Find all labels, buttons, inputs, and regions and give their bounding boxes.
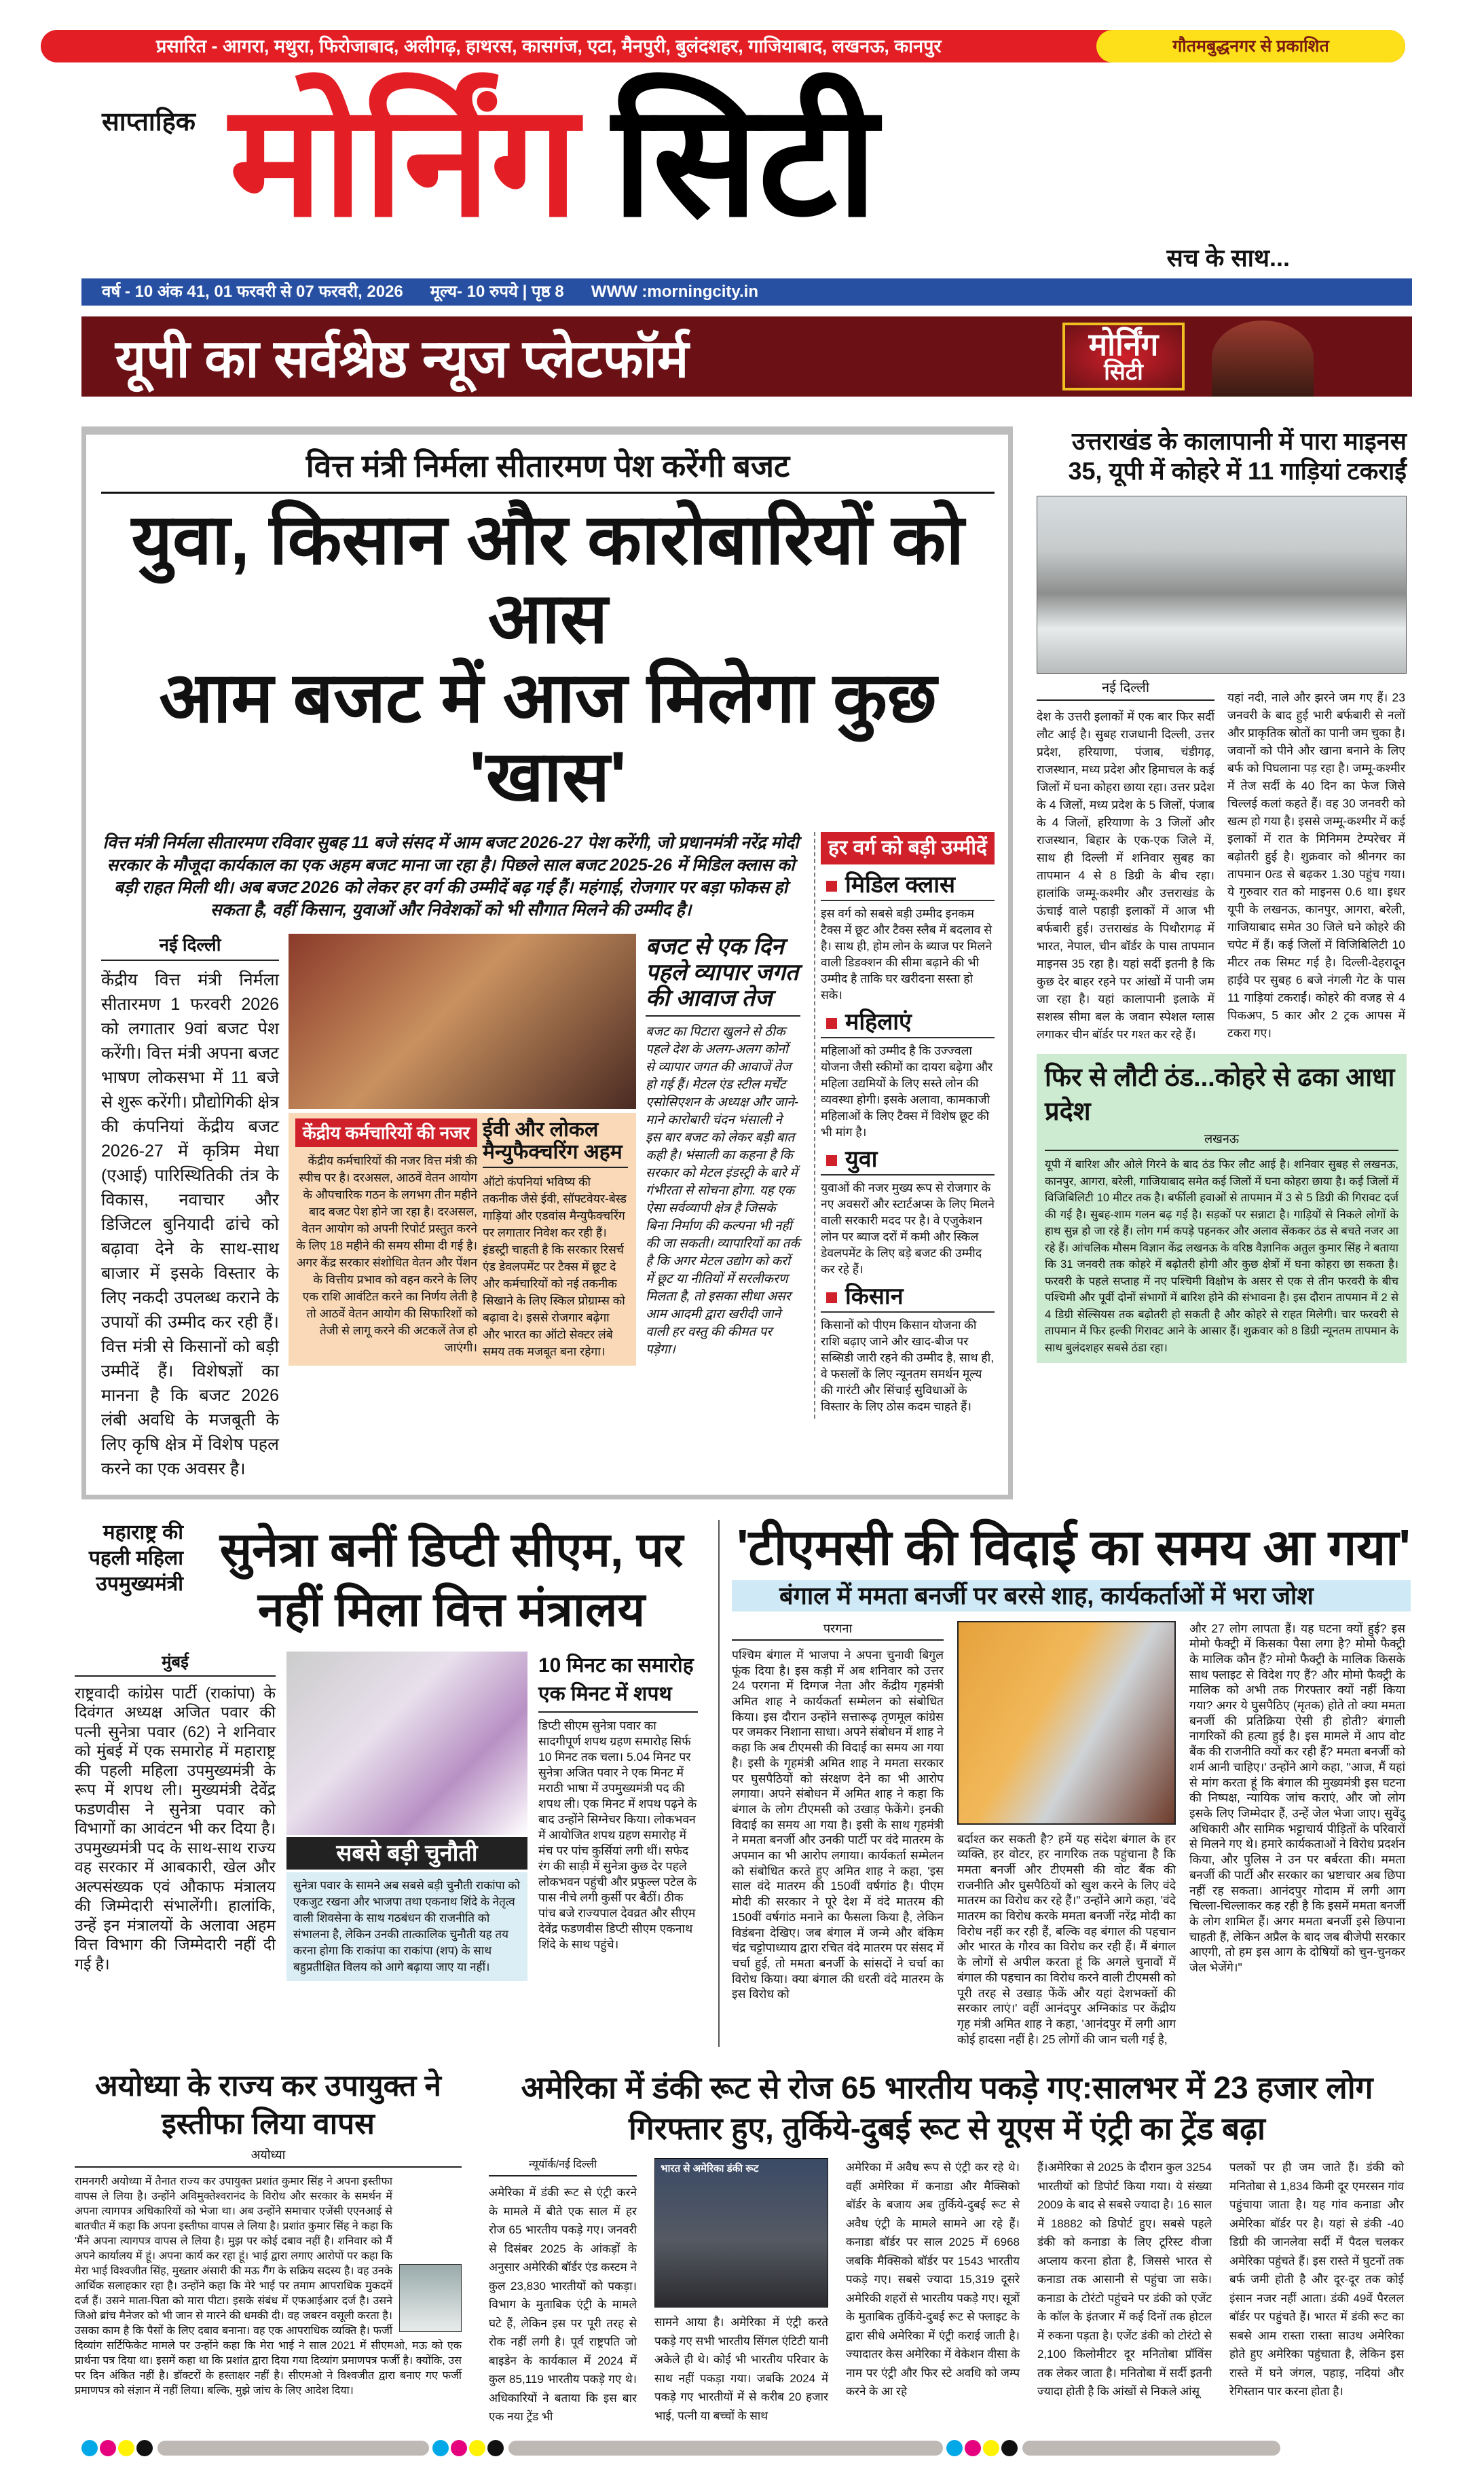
sunetra-header [75,1520,706,1639]
masthead-logo-red: मोर्निंग [229,73,578,248]
weather-left [1037,679,1214,1043]
black-dot-icon [487,2440,504,2456]
ayodhya-story [75,2067,462,2398]
cold-wave-dateline: लखनऊ [1045,1131,1398,1151]
snow-photo [1037,496,1407,674]
weather-columns [1037,679,1407,1043]
business-heading: बजट से एक दिन पहले व्यापार जगत की आवाज तेज [646,934,800,1017]
challenge-body: सुनेत्रा पवार के सामने अब सबसे बड़ी चुनौती राकांपा को एकजुट रखना और भाजपा तथा एकनाथ शिंदे के नेतृत्व वाली शिवसेना के साथ गठबंधन की राजनीति को संभालना है, लेकिन उनकी तात्कालिक चुनौती यह तय करना होगा कि राकांपा का राकांपा (शप) के साथ बहुप्रतीक्षित विलय को आगे बढ़ाया जाए या नहीं। [286,1872,527,1981]
america-col-3: अमेरिका में अवैध रूप से एंट्री कर रहे थे। वहीं अमेरिका में कनाडा और मैक्सिको बॉर्डर के बजाय अब तुर्किये-दुबई रूट से अवैध एंट्री के मामले सामने आ रहे हैं। कनाडा बॉर्डर पर साल 2025 में 6968 जबकि मैक्सिको बॉर्डर पर 1543 भारतीय पकड़े गए। सबसे ज्यादा 15,319 दूसरे अमेरिकी शहरों से भारतीय पकड़े गए। सूत्रों के मुताबिक तुर्किये-दुबई रूट से फ्लाइट के द्वारा सीधे अमेरिका में एंट्री कराई जाती है। ज्यादातर केस अमेरिका में वेकेशन वीसा के नाम पर एंट्री और फिर स्टे अवधि को जम्प करने के आ रहे [846,2161,1020,2399]
sunetra-photo [286,1652,527,1835]
promo-logo-line2: सिटी [1104,359,1143,386]
middle-stories-band [75,1520,1484,2047]
promo-logo-line1: मोर्निंग [1088,327,1159,362]
weather-column [1037,426,1407,1363]
sunetra-tag: महाराष्ट्र की पहली महिला उपमुख्यमंत्री [88,1520,183,1595]
promo-logo [1062,323,1185,390]
america-story [475,2067,1419,2426]
sunetra-body: राष्ट्रवादी कांग्रेस पार्टी (राकांपा) के दिवंगत अध्यक्ष अजित पवार की पत्नी सुनेत्रा पवार (62) ने शनिवार को मुंबई में एक समारोह में महाराष्ट्र की पहली महिला उपमुख्यमंत्री के रूप में शपथ ली। मुख्यमंत्री देवेंद्र फडणवीस ने सुनेत्रा पवार को विभागों का आवंटन भी कर दिया है। उपमुख्यमंत्री पद के साथ-साथ राज्य वह सरकार में आबकारी, खेल और अल्पसंख्यक एवं औकाफ मंत्रालय की जिम्मेदारी संभालेंगी। हालांकि, उन्हें इन मंत्रालयों के अलावा अहम वित्त विभाग की जिम्मेदारी नहीं दी गई है। [75,1683,276,1973]
america-image-column [654,2158,828,2425]
promo-banner [81,316,1412,397]
section-title: मिडिल क्लास [821,870,995,901]
section-body: किसानों को पीएम किसान योजना की राशि बढ़ाए जाने और खाद-बीज पर सब्सिडी जारी रहने की उम्मीद है, साथ ही, वे फसलों के लिए न्यूनतम समर्थन मूल्य की गारंटी और सिंचाई सुविधाओं के विस्तार के लिए ठोस कदम चाहते हैं। [821,1317,995,1413]
website-link[interactable]: WWW :morningcity.in [591,283,758,301]
cyan-dot-icon [946,2440,963,2456]
section-women [821,1007,995,1144]
budget-team-photo [289,934,636,1109]
lead-story-box [81,426,1013,1499]
sunetra-headline: सुनेत्रा बनीं डिप्टी सीएम, पर नहीं मिला वित्त मंत्रालय [219,1523,684,1636]
divider-rail [1022,2441,1280,2456]
lead-dateline: नई दिल्ली [101,934,279,961]
cold-wave-headline: फिर से लौटी ठंड...कोहरे से ढका आधा प्रदेश [1045,1063,1395,1126]
issue-info: वर्ष - 10 अंक 41, 01 फरवरी से 07 फरवरी, 2026 [102,283,403,301]
challenge-heading: सबसे बड़ी चुनौती [286,1837,527,1870]
yellow-dot-icon [983,2440,999,2456]
sunetra-middle-column [286,1652,527,1981]
black-dot-icon [1001,2440,1018,2456]
black-dot-icon [136,2440,153,2456]
sunetra-right-column [538,1652,698,1952]
masthead [102,73,1484,248]
lead-headline-1: युवा, किसान और कारोबारियों को आस [131,500,965,659]
donkey-route-image [654,2158,828,2308]
tmc-subheadline: बंगाल में ममता बनर्जी पर बरसे शाह, कार्यकर्ताओं में भरा जोश [732,1580,1411,1611]
tmc-dateline: परगना [732,1621,944,1641]
distribution-text: प्रसारित - आगरा, मथुरा, फिरोजाबाद, अलीगढ़, हाथरस, कासगंज, एटा, मैनपुरी, बुलंदशहर, गाजियाबाद, लखनऊ, कानपुर [156,36,942,56]
section-body: युवाओं की नजर मुख्य रूप से रोजगार के नए अवसरों और स्टार्टअप्स के लिए मिलने वाली सरकारी मदद पर है। वे एजुकेशन लोन पर ब्याज दरों में कमी और स्किल डेवलपमेंट के लिए बड़े बजट की उम्मीद कर रहे हैं। [821,1180,995,1276]
sunetra-columns [75,1652,706,1981]
divider-rail [157,2441,429,2456]
ev-body: ऑटो कंपनियां भविष्य की तकनीक जैसे ईवी, सॉफ्टवेयर-बेस्ड गाड़ियां और एडवांस मैन्युफैक्चरिंग पर लगातार निवेश कर रही हैं। इंडस्ट्री चाहती है कि सरकार रिसर्च एंड डेवलपमेंट पर टैक्स में छूट दे और कर्मचारियों को नई तकनीक सिखाने के लिए स्किल प्रोग्राम्स को बढ़ावा दे। इससे रोजगार बढ़ेगा और भारत का ऑटो सेक्टर लंबे समय तक मजबूत बना रहेगा। [483,1175,627,1359]
section-farmers [821,1281,995,1419]
tmc-columns [732,1621,1411,2047]
cyan-dot-icon [81,2440,98,2456]
top-stories-band [81,426,1484,1499]
yellow-dot-icon [469,2440,485,2456]
sunetra-story [75,1520,706,2047]
issue-bar [81,278,1412,306]
promo-text: यूपी का सर्वश्रेष्ठ न्यूज प्लेटफॉर्म [115,329,689,388]
expectations-list [814,832,995,1419]
bottom-stories-band [75,2067,1484,2426]
peach-box [289,1113,636,1366]
lead-right-column [646,934,800,1359]
weather-headline: उत्तराखंड के कालापानी में पारा माइनस 35, यूपी में कोहरे में 11 गाड़ियां टकराईं [1068,427,1407,485]
tmc-col-2: बर्दाश्त कर सकती है? हमें यह संदेश बंगाल के हर व्यक्ति, हर वोटर, हर नागरिक तक पहुंचाना है कि ममता बनर्जी और टीएमसी की वोट बैंक की राजनीति और घुसपैठियों को खुश करने के लिए वंदे मातरम का विरोध कर रहे हैं।" उन्होंने आगे कहा, 'वंदे मातरम का विरोध करके ममता बनर्जी नरेंद्र मोदी का विरोध नहीं कर रही हैं, बल्कि वह बंगाल की पहचान और भारत के गौरव का विरोध कर रही हैं। मैं बंगाल के लोगों से अपील करता हूं कि अगले चुनावों में बंगाल की पहचान का विरोध करने वाली टीएमसी को पूरी तरह से उखाड़ फेंकें और यहां देशभक्तों की सरकार लाएं।' वहीं आनंदपुर अग्निकांड पर केंद्रीय गृह मंत्री अमित शाह ने कहा, 'आनंदपुर में लगी आग कोई हादसा नहीं है। 25 लोगों की जान चली गई है, [957,1832,1176,2046]
lead-columns [101,934,800,1481]
lead-headline-2: आम बजट में आज मिलेगा कुछ 'खास' [159,658,937,817]
lead-left-column [101,934,279,1481]
divider-rail [508,2441,943,2456]
sunetra-left-column [75,1652,276,1974]
america-col-4: हैं।अमेरिका से 2025 के दौरान कुल 3254 भारतीयों को डिपोर्ट किया गया। ये संख्या 2009 के बाद से सबसे ज्यादा है। 16 साल में 18882 को डिपोर्ट हुए। सबसे पहले डंकी को कनाडा के लिए टूरिस्ट वीजा अप्लाय करना होता है, जिससे भारत से कनाडा तक आसानी से पहुंचा जा सके। कनाडा के टोरंटो पहुंचने पर डंकी को एजेंट के कॉल के इंतजार में कई दिनों तक होटल में रुकना पड़ता है। एजेंट डंकी को टोरंटो से 2,100 किलोमीटर दूर मनितोबा प्रॉविंस तक लेकर जाता है। मनितोबा में सर्दी इतनी ज्यादा होती है कि आंखों से निकले आंसू [1037,2161,1212,2399]
tmc-middle-column [957,1621,1176,2047]
price-info: मूल्य- 10 रुपये | पृष्ठ 8 [430,283,564,301]
tmc-col-1: पश्चिम बंगाल में भाजपा ने अपना चुनावी बिगुल फूंक दिया है। इस कड़ी में अब शनिवार को उत्तर 24 परगना में दिग्गज नेता और केंद्रीय गृहमंत्री अमित शाह ने कार्यकर्ता सम्मेलन को संबोधित किया। इस दौरान उन्होंने सत्तारूढ़ तृणमूल कांग्रेस पर जमकर निशाना साधा। अपने संबोधन में शाह ने कहा कि अब टीएमसी की विदाई का समय आ गया है। इसी के गृहमंत्री अमित शाह ने ममता सरकार पर घुसपैठियों को संरक्षण देने का भी आरोप लगाया। अपने संबोधन में अमित शाह ने कहा कि बंगाल के लोग टीएमसी को उखाड़ फेकेंगे। इनकी विदाई का समय आ गया है। इसी के साथ गृहमंत्री ने ममता बनर्जी और उनकी पार्टी पर वंदे मातरम के अपमान का भी आरोप लगाया। कार्यकर्ता सम्मेलन को संबोधित करते हुए अमित शाह ने कहा, 'इस साल वंदे मातरम की 150वीं वर्षगांठ है। पीएम मोदी की सरकार ने पूरे देश में वंदे मातरम की 150वीं वर्षगांठ मनाने का फैसला किया है, लेकिन विडंबना देखिए। जब बंगाल में जन्मे और बंकिम चंद्र चट्टोपाध्याय द्वारा रचित वंदे मातरम पर संसद में चर्चा हुई, तो ममता बनर्जी के सांसदों ने चर्चा का विरोध किया। क्या बंगाल की धरती वंदे मातरम के इस विरोध को [732,1647,944,2001]
magenta-dot-icon [965,2440,981,2456]
ceremony-body: डिप्टी सीएम सुनेत्रा पवार का सादगीपूर्ण शपथ ग्रहण समारोह सिर्फ 10 मिनट तक चला। 5.04 मिनट पर सुनेत्रा अजित पवार ने एक मिनट में मराठी भाषा में उपमुख्यमंत्री पद की शपथ ली। एक मिनट में शपथ पढ़ने के बाद उन्होंने सिग्नेचर किया। लोकभवन में आयोजित शपथ ग्रहण समारोह में मंच पर पांच कुर्सियां लगी थीं। सफेद रंग की साड़ी में सुनेत्रा कुछ देर पहले लोकभवन पहुंची और प्रफुल्ल पटेल के पास नीचे लगी कुर्सी पर बैठीं। ठीक पांच बजे राज्यपाल देवव्रत और सीएम देवेंद्र फडणवीस डिप्टी सीएम एकनाथ शिंदे के साथ पहुंचे। [538,1718,697,1951]
lead-intro: वित्त मंत्री निर्मला सीतारमण रविवार सुबह 11 बजे संसद में आम बजट 2026-27 पेश करेंगी, जो प्रधानमंत्री नरेंद्र मोदी सरकार के मौजूदा कार्यकाल का एक अहम बजट माना जा रहा है। पिछले साल बजट 2025-26 में मिडिल क्लास को बड़ी राहत मिली थी। अब बजट 2026 को लेकर हर वर्ग की उम्मीदें बढ़ गई हैं। महंगाई, रोजगार पर बड़ा फोकस हो सकता है, वहीं किसान, युवाओं और निवेशकों को भी सौगात मिलने की उम्मीद है। [103,833,799,919]
magenta-dot-icon [451,2440,467,2456]
ceremony-heading: 10 मिनट का समारोह एक मिनट में शपथ [538,1652,698,1713]
ayodhya-headline: अयोध्या के राज्य कर उपायुक्त ने इस्तीफा लिया वापस [95,2069,441,2141]
expectations-heading: हर वर्ग को बड़ी उम्मीदें [821,832,995,864]
tmc-headline: 'टीएमसी की विदाई का समय आ गया' [736,1518,1411,1575]
lead-kicker: वित्त मंत्री निर्मला सीतारमण पेश करेंगी बजट [101,445,995,494]
sunetra-dateline: मुंबई [75,1652,276,1677]
section-title: महिलाएं [821,1007,995,1038]
image-caption: भारत से अमेरिका डंकी रूट [661,2163,759,2175]
section-body: महिलाओं को उम्मीद है कि उज्ज्वला योजना जैसी स्कीमों का दायरा बढ़ेगा और महिला उद्यमियों के लिए सस्ते लोन की व्यवस्था होगी। इसके अलावा, कामकाजी महिलाओं के लिए टैक्स में विशेष छूट की भी मांग है। [821,1043,993,1139]
ayodhya-dateline: अयोध्या [75,2147,462,2167]
masthead-logo-black: सिटी [612,73,878,248]
america-left-column [489,2158,637,2426]
america-col-2: सामने आया है। अमेरिका में एंट्री करते पकड़े गए सभी भारतीय सिंगल एंटिटी यानी अकेले ही थे। कोई भी भारतीय परिवार के साथ नहीं पकड़ा गया। जबकि 2024 में पकड़े गए भारतीयों में से करीब 20 हजार भाई, पत्नी या बच्चों के साथ [654,2316,828,2422]
employees-column [295,1118,477,1356]
yellow-dot-icon [118,2440,134,2456]
america-columns [475,2158,1419,2426]
america-col-5: पलकों पर ही जम जाते हैं। डंकी को मनितोबा से 1,834 किमी दूर एमरसन गांव पहुंचाया जाता है। यह गांव कनाडा और अमेरिका बॉर्डर पर है। यहां से डंकी -40 डिग्री की जानलेवा सर्दी में पैदल चलकर अमेरिका पहुंचते हैं। इस रास्ते में घुटनों तक बर्फ जमी होती है और दूर-दूर तक कोई इंसान नजर नहीं आता। डंकी 49वें पैरलल बॉर्डर पर पहुंचते हैं। भारत में डंकी रूट का सबसे आम रास्ता रास्ता साउथ अमेरिका होते हुए अमेरिका पहुंचाता है, लेकिन इस रास्ते में घने जंगल, पहाड़, नदियां और रेगिस्तान पार करना होता है। [1229,2161,1404,2399]
lead-body: केंद्रीय वित्त मंत्री निर्मला सीतारमण 1 फरवरी 2026 को लगातार 9वां बजट पेश करेंगी। वित्त मंत्री अपना बजट भाषण लोकसभा में 11 बजे से शुरू करेंगी। प्रौद्योगिकी क्षेत्र की कंपनियां केंद्रीय बजट 2026-27 में कृत्रिम मेधा (एआई) पारिस्थितिकी तंत्र के विकास, नवाचार और डिजिटल बुनियादी ढांचे को बढ़ावा देने के साथ-साथ बाजार में इसके विस्तार के लिए नकदी उपलब्ध कराने के उपायों की उम्मीद कर रही हैं। वित्त मंत्री से किसानों को बड़ी उम्मीदें हैं। विशेषज्ञों का मानना है कि बजट 2026 लंबी अवधि के मजबूती के लिए कृषि क्षेत्र में विशेष पहल करने का एक अवसर है। [101,970,279,1478]
business-body: बजट का पिटारा खुलने से ठीक पहले देश के अलग-अलग कोनों से व्यापार जगत की आवाजें तेज हो गई हैं। मेटल एंड स्टील मर्चेंट एसोसिएशन के अध्यक्ष और जाने-माने कारोबारी चंदन भंसाली ने इस बार बजट को लेकर बड़ी बात कही है। भंसाली का कहना है कि सरकार को मेटल इंडस्ट्री के बारे में गंभीरता से सोचना होगा. यह एक ऐसा सर्वव्यापी क्षेत्र है जिसके बिना निर्माण की कल्पना भी नहीं की जा सकती। व्यापारियों का तर्क है कि अगर मेटल उद्योग को करों में छूट या नीतियों में सरलीकरण मिलता है, तो इसका सीधा असर आम आदमी द्वारा खरीदी जाने वाली हर वस्तु की कीमत पर पड़ेगा। [646,1025,800,1358]
section-title: किसान [821,1281,995,1313]
employees-body: केंद्रीय कर्मचारियों की नजर वित्त मंत्री की स्पीच पर है। दरअसल, आठवें वेतन आयोग के औपचारिक गठन के लगभग तीन महीने बाद बजट पेश होने जा रहा है। दरअसल, वेतन आयोग को अपनी रिपोर्ट प्रस्तुत करने के लिए 18 महीने की समय सीमा दी गई है। अगर केंद्र सरकार संशोधित वेतन और पेंशन के वित्तीय प्रभाव को वहन करने के लिए एक राशि आवंटित करने का निर्णय लेती है तो आठवें वेतन आयोग की सिफारिशों को तेजी से लागू करने की अटकलें तेज हो जाएंगी। [296,1153,477,1354]
section-title: युवा [821,1144,995,1176]
weather-dateline: नई दिल्ली [1037,679,1214,701]
magenta-dot-icon [100,2440,116,2456]
tmc-col-3: और 27 लोग लापता हैं। यह घटना क्यों हुई? इस मोमो फैक्ट्री में किसका पैसा लगा है? मोमो फैक्ट्री के मालिक कौन हैं? मोमो फैक्ट्री के मालिक किसके साथ फ्लाइट से विदेश गए हैं? और मोमो फैक्ट्री के मालिक को अभी तक गिरफ्तार क्यों नहीं किया गया? अगर ये घुसपैठिए (मृतक) होते तो क्या ममता बनर्जी की प्रतिक्रिया ऐसी ही होती? बंगाली नागरिकों की हत्या हुई है। इस मामले में आप वोट बैंक की राजनीति क्यों कर रही हैं? ममता बनर्जी को शर्म आनी चाहिए।' उन्होंने आगे कहा, "आज, मैं यहां से मांग करता हूं कि बंगाल की मुख्यमंत्री इस घटना की निष्पक्ष, न्यायिक जांच कराएं, और जो लोग इसके लिए जिम्मेदार हैं, उन्हें जेल भेजा जाए। सुवेंदु अधिकारी और सामिक भट्टाचार्य पीड़ितों के परिवारों से मिलने गए थे। हमारे कार्यकताओं ने विरोध प्रदर्शन किया, और पुलिस ने उन पर बर्बरता की। ममता बनर्जी की पार्टी और सरकार का भ्रष्टाचार अब छिपा नहीं रह सकता। आनंदपुर गोदाम में लगी आग चिल्ला-चिल्लाकर कह रही है कि इसमें ममता बनर्जी के लोग शामिल हैं। अगर ममता बनर्जी इसे छिपाना चाहती हैं, लेकिन अप्रैल के बाद जब बीजेपी सरकार आएगी, तो हम इस आग के दोषियों को चुन-चुनकर जेल भेजेंगे।" [1189,1621,1405,1975]
cold-wave-box [1037,1054,1407,1363]
employees-heading: केंद्रीय कर्मचारियों की नजर [295,1118,477,1147]
tmc-left-column [732,1621,944,2003]
lead-body-row [101,832,995,1481]
masthead-tagline: सच के साथ... [1166,244,1290,272]
america-col-1: अमेरिका में डंकी रूट से एंट्री करने के मामले में बीते एक साल में हर रोज 65 भारतीय पकड़े गए। जनवरी से दिसंबर 2025 के आंकड़ों के अनुसार अमेरिकी बॉर्डर एंड कस्टम ने कुल 23,830 भारतीयों को पकड़ा। विभाग के मुताबिक एंट्री के मामले घटे हैं, लेकिन इस पर पूरी तरह से रोक नहीं लगी है। पूर्व राष्ट्रपति जो बाइडेन के कार्यकाल में 2024 में कुल 85,119 भारतीय पकड़े गए थे। अधिकारियों ने बताया कि इस बार एक नया ट्रेंड भी [489,2186,637,2424]
published-from-badge: गौतमबुद्धनगर से प्रकाशित [1096,30,1405,62]
distribution-banner [41,30,1405,62]
officer-photo [399,2264,462,2332]
cold-wave-body: यूपी में बारिश और ओले गिरने के बाद ठंड फिर लौट आई है। शनिवार सुबह से लखनऊ, कानपुर, आगरा, बरेली, गाजियाबाद समेत कई जिलों में घना कोहरा छाया है। कई जिलों में विजिबिलिटी 10 मीटर तक है। बर्फीली हवाओं से तापमान में 3 से 5 डिग्री की गिरावट दर्ज की गई है। सुबह-शाम गलन बढ़ गई है। सड़कों पर सन्नाटा है। गाड़ियों से निकले लोगों के हाथ सुन्न हो जा रहे हैं। लोग गर्म कपड़े पहनकर और अलाव सेंककर ठंड से बचते नजर आ रहे हैं। आंचलिक मौसम विज्ञान केंद्र लखनऊ के वरिष्ठ वैज्ञानिक अतुल कुमार सिंह ने बताया कि 31 जनवरी तक कोहरे में बढ़ोतरी होगी और कुछ क्षेत्रों में घना कोहरा छा सकता है। फरवरी के पहले सप्ताह में नए पश्चिमी विक्षोभ के असर से एक से तीन फरवरी के बीच पश्चिमी और पूर्वी दोनों संभागों में बारिश होने की संभावना है। इस दौरान तापमान में 2 से 4 डिग्री सेल्सियस तक बढ़ोतरी हो सकती है और कोहरे से राहत मिलेगी। चार फरवरी से तापमान में फिर हल्की गिरावट आने के आसार हैं। शुक्रवार को 8 डिग्री न्यूनतम तापमान के साथ बुलंदशहर सबसे ठंडा रहा। [1045,1159,1398,1354]
amit-shah-photo [957,1621,1176,1825]
america-dateline: न्यूयॉर्क/नई दिल्ली [489,2158,637,2176]
vertical-divider [718,1520,720,2047]
ayodhya-text: रामनगरी अयोध्या में तैनात राज्य कर उपायुक्त प्रशांत कुमार सिंह ने अपना इस्तीफा वापस ले लिया है। उन्होंने अविमुक्तेश्वरानंद के विरोध और सरकार के समर्थन में अपना त्यागपत्र अधिकारियों को भेजा था। अब उन्होंने समाचार एजेंसी एएनआई से बातचीत में कहा कि अपना इस्तीफा वापस ले लिया है। प्रशांत कुमार सिंह ने कहा कि 'मैंने अपना त्यागपत्र वापस ले लिया है। मुझ पर कोई दबाव नहीं है। शनिवार को मैं अपने कार्यालय में हूं। अपना कार्य कर रहा हूं। भाई द्वारा लगाए आरोपों पर कहा कि मेरा भाई विश्वजीत सिंह, मुख्तार अंसारी की मऊ गैंग के सक्रिय सदस्य है। वह उनके आर्थिक सलाहकार रहा है। उन्होंने कहा कि मेरे भाई पर तमाम आपराधिक मुकदमें दर्ज हैं। उसने माता-पिता को मारा पीटा। इसके संबंध में एफआईआर दर्ज है। उसने जिओ ब्रांच मैनेजर को भी जान से मारने की धमकी दी। वह जबरन वसूली करता है। उसका काम है कि पैसों के लिए दबाव बनाना। वह एक आपराधिक व्यक्ति है। फर्जी दिव्यांग सर्टिफिकेट मामले पर उन्होंने कहा कि मेरा भाई ने साल 2021 में सीएमओ, मऊ को एक प्रार्थना पत्र दिया था। इसमें कहा था कि प्रशांत द्वारा दिया गया दिव्यांग प्रमाणपत्र फर्जी है। क्योंकि, उस पर दिन अंकित नहीं है। डॉक्टरों के हस्ताक्षर नहीं है। सीएमओ ने विश्वजीत द्वारा बनाए गए फर्जी प्रमाणपत्र को संज्ञान में नहीं लिया। बल्कि, मुझे जांच के लिए आदेश दिया। [75,2175,462,2397]
weather-col-2: यहां नदी, नाले और झरने जम गए हैं। 23 जनवरी के बाद हुई भारी बर्फबारी से नलों और प्राकृतिक स्रोतों का पानी जम चुका है। जवानों को पीने और खाना बनाने के लिए बर्फ को पिघलाना पड़ रहा है। जम्मू-कश्मीर में तेज सर्दी के 40 दिन का फेज जिसे चिल्लई कलां कहते हैं। वह 30 जनवरी को खत्म हो गया है। इससे जम्मू-कश्मीर में कई इलाकों में रात के मिनिमम टेम्परेचर में बढ़ोतरी हुई है। शुक्रवार को श्रीनगर का तापमान 0त्ड से बढ़कर 1.30 पहुंच गया। ये गुरुवार रात को माइनस 0.6 था। इधर यूपी के लखनऊ, कानपुर, आगरा, बरेली, गाजियाबाद समेत 30 जिले घने कोहरे की चपेट में हैं। कई जिलों में विजिबिलिटी 10 मीटर तक सिमट गई है। दिल्ली-देहरादून हाईवे पर सुबह 6 बजे नंगली गेट के पास 11 गाड़ियां टकराईं। कोहरे की वजह से 4 पिकअप, 5 कार और 2 ट्रक आपस में टकरा गए। [1227,691,1405,1040]
weekly-label: साप्ताहिक [102,108,196,136]
section-youth [821,1144,995,1281]
ayodhya-body [75,2174,462,2399]
tmc-story [732,1520,1411,2047]
america-headline: अमेरिका में डंकी रूट से रोज 65 भारतीय पकड़े गए:सालभर में 23 हजार लोग गिरफ्तार हुए, तुर्किये-दुबई रूट से यूएस में एंट्री का ट्रेंड बढ़ा [521,2070,1373,2147]
cyan-dot-icon [432,2440,449,2456]
registration-marks [81,2440,1412,2458]
section-body: इस वर्ग को सबसे बड़ी उम्मीद इनकम टैक्स में छूट और टैक्स स्लैब में बदलाव से है। साथ ही, होम लोन के ब्याज पर मिलने वाली डिडक्शन की सीमा बढ़ाने की भी उम्मीद है ताकि घर खरीदना सस्ता हो सके। [821,906,993,1002]
ev-column [483,1118,628,1360]
lead-main-area [101,832,800,1481]
section-middle-class [821,870,995,1007]
ev-heading: ईवी और लोकल मैन्युफैक्चरिंग अहम [483,1118,628,1168]
weather-col-1: देश के उत्तरी इलाकों में एक बार फिर सर्दी लौट आई है। सुबह राजधानी दिल्ली, उत्तर प्रदेश, हरियाणा, पंजाब, चंडीगढ़, राजस्थान, मध्य प्रदेश और हिमाचल के कई जिलों में घना कोहरा छाया रहा। उत्तर प्रदेश के 4 जिलों, मध्य प्रदेश के 5 जिलों, पंजाब के 4 जिलों, हरियाणा के 3 जिलों और राजस्थान, बिहार के एक-एक जिले में, साथ ही दिल्ली में शनिवार सुबह का तापमान 4 से 8 डिग्री के बीच रहा। हालांकि जम्मू-कश्मीर और उत्तराखंड के ऊंचाई वाले पहाड़ी इलाकों में आज भी बर्फबारी हुई। उत्तराखंड के पिथौरागढ़ में भारत, नेपाल, चीन बॉर्डर के पास तापमान माइनस 35 रहा है। यहां सर्दी इतनी है कि कुछ देर बाहर रहने पर आंखों में पानी जम जा रहा है। यहां कालापानी इलाके में सशस्त्र सीमा बल के जवान स्पेशल ग्लास लगाकर चीन बॉर्डर पर गश्त कर रहे हैं। [1037,710,1214,1041]
lead-middle-column [289,934,636,1366]
editor-photo [1212,321,1314,397]
